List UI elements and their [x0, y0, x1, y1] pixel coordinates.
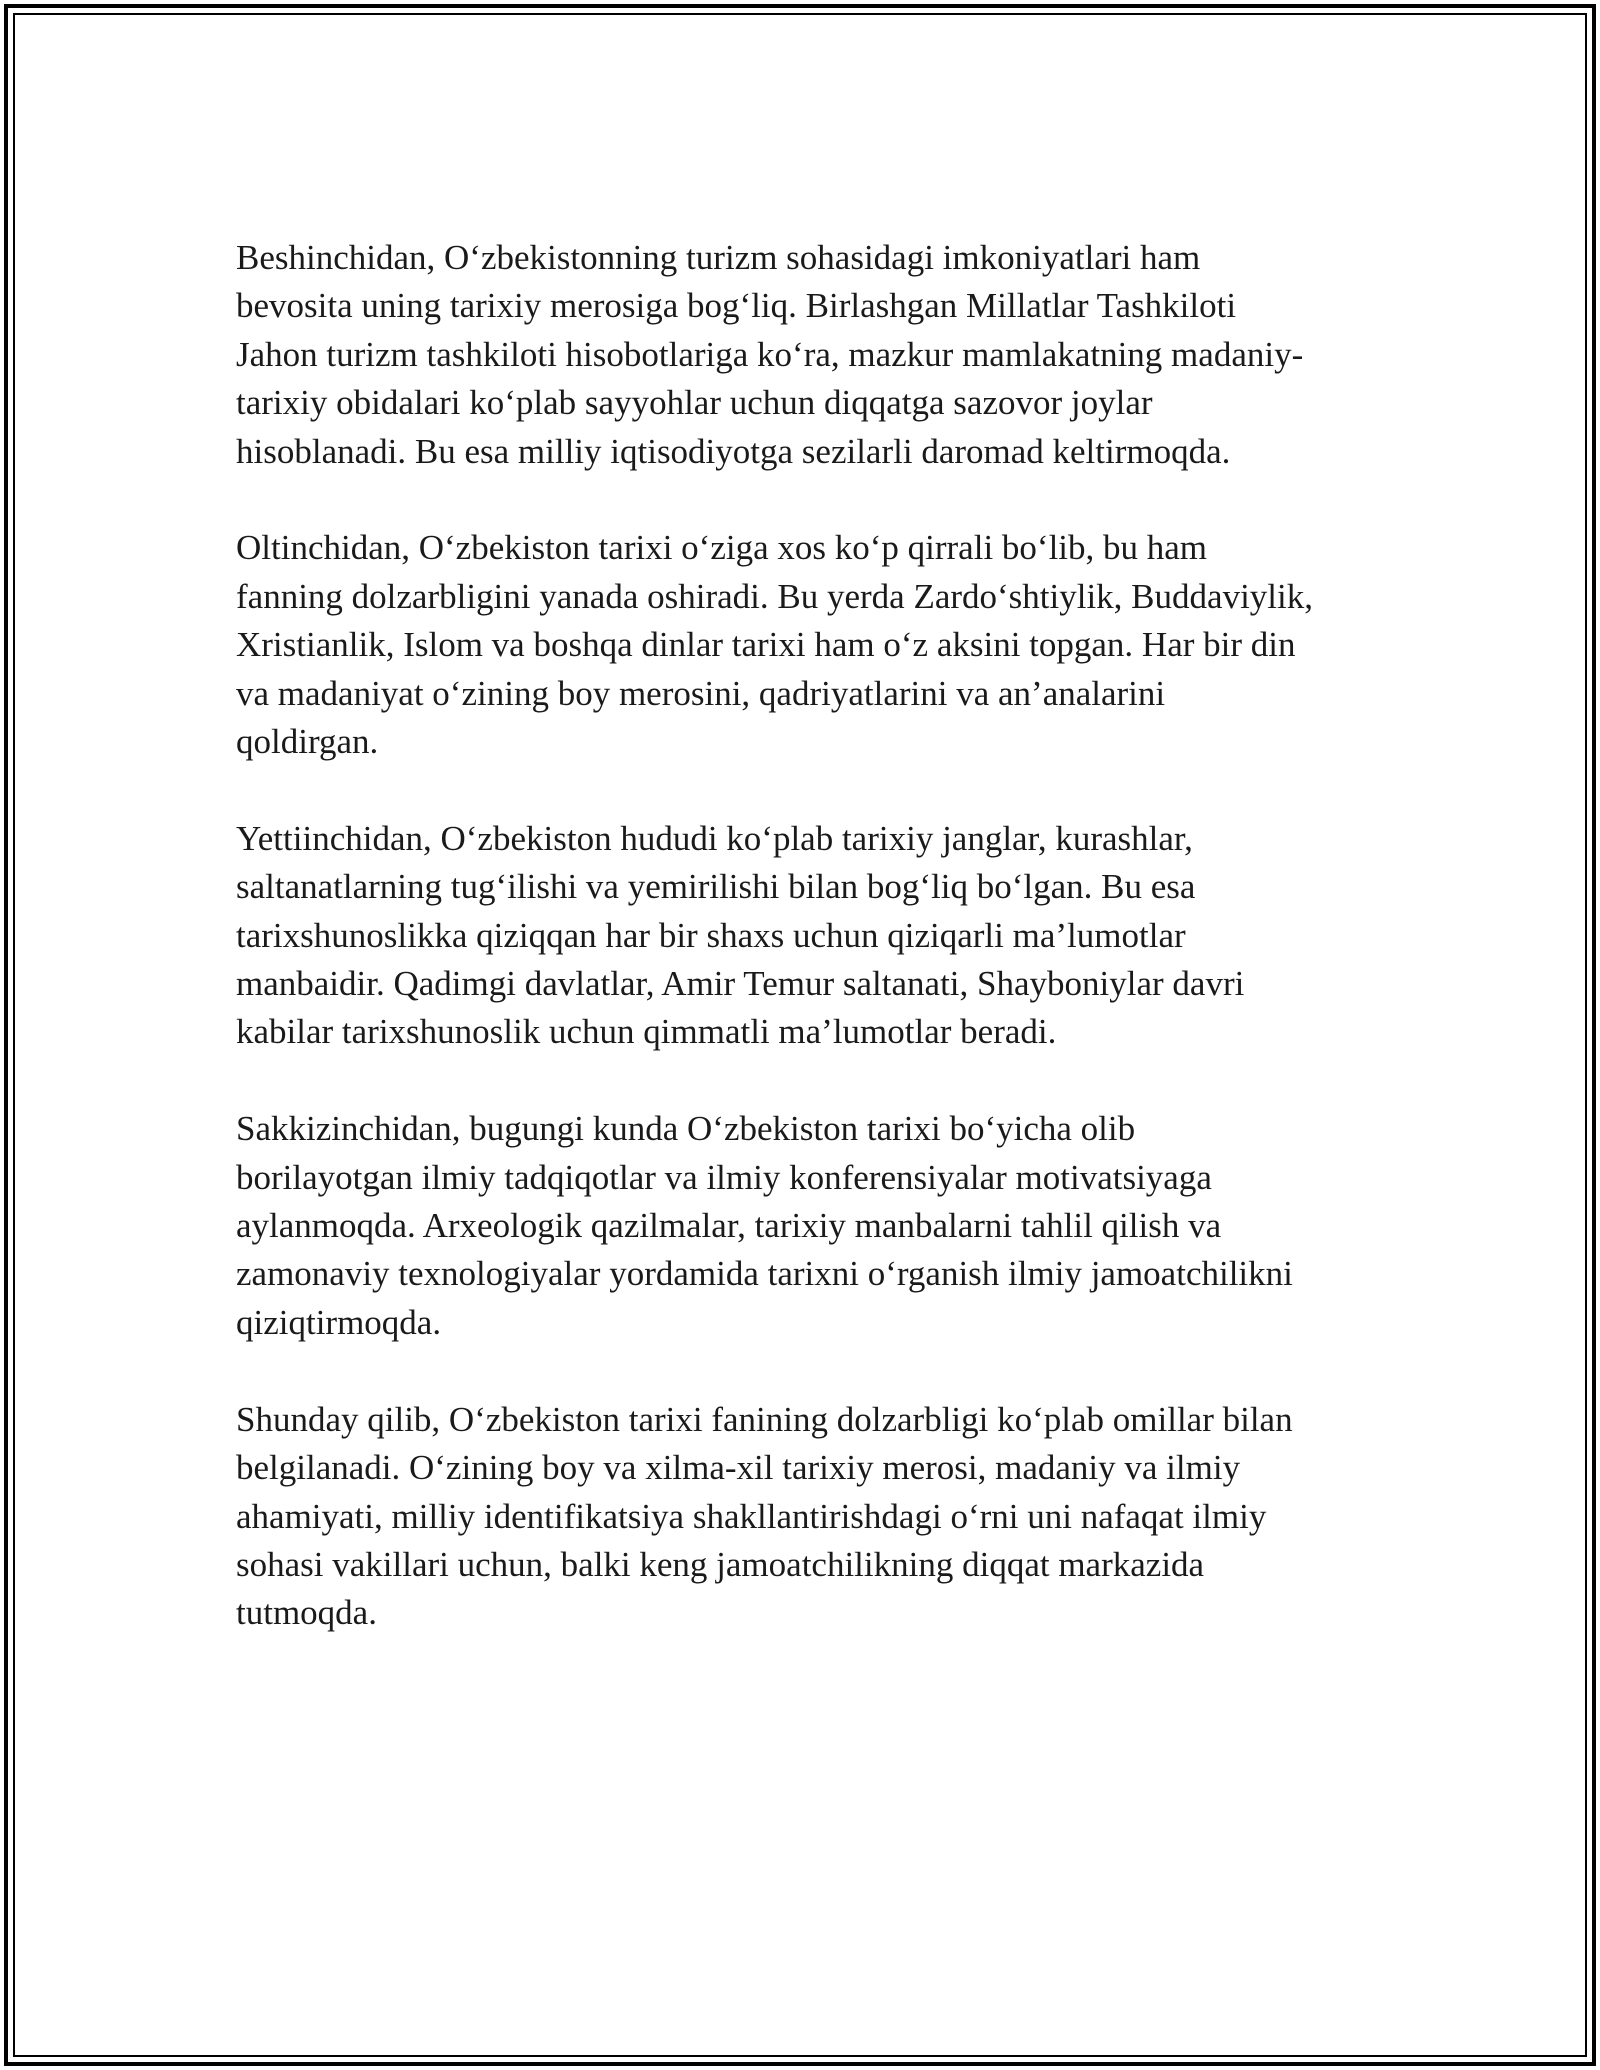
paragraph-beshinchidan: Beshinchidan, Oʻzbekistonning turizm sohasidagi imkoniyatlari ham bevosita uning tarixiy merosiga bogʻliq. Birlashgan Millatlar Tashkiloti Jahon turizm tashkiloti hisobotlariga koʻra, mazkur mamlakatning madaniy- tarixiy obidalari koʻplab sayyohlar uchun diqqatga sazovor joylar hisoblanadi. Bu esa milliy iqtisodiyotga sezilarli daromad keltirmoqda. [236, 238, 1304, 471]
paragraph-yettiinchidan: Yettiinchidan, Oʻzbekiston hududi koʻplab tarixiy janglar, kurashlar, saltanatlarning tugʻilishi va yemirilishi bilan bogʻliq boʻlgan. Bu esa tarixshunoslikka qiziqqan har bir shaxs uchun qiziqarli ma’lumotlar manbaidir. Qadimgi davlatlar, Amir Temur saltanati, Shayboniylar davri kabilar tarixshunoslik uchun qimmatli ma’lumotlar beradi. [236, 818, 1245, 1052]
paragraph-oltinchidan: Oltinchidan, Oʻzbekiston tarixi oʻziga xos koʻp qirrali boʻlib, bu ham fanning dolzarbligini yanada oshiradi. Bu yerda Zardoʻshtiylik, Buddaviylik, Xristianlik, Islom va boshqa dinlar tarixi ham oʻz aksini topgan. Har bir din va madaniyat oʻzining boy merosini, qadriyatlarini va an’analarini qoldirgan. [236, 528, 1313, 762]
document-body [236, 234, 1386, 1638]
paragraph-conclusion: Shunday qilib, Oʻzbekiston tarixi fanining dolzarbligi koʻplab omillar bilan belgilanadi. Oʻzining boy va xilma-xil tarixiy merosi, madaniy va ilmiy ahamiyati, milliy identifikatsiya shakllantirishdagi oʻrni uni nafaqat ilmiy sohasi vakillari uchun, balki keng jamoatchilikning diqqat markazida tutmoqda. [236, 1399, 1293, 1633]
paragraph-sakkizinchidan: Sakkizinchidan, bugungi kunda Oʻzbekiston tarixi boʻyicha olib borilayotgan ilmiy tadqiqotlar va ilmiy konferensiyalar motivatsiyaga aylanmoqda. Arxeologik qazilmalar, tarixiy manbalarni tahlil qilish va zamonaviy texnologiyalar yordamida tarixni oʻrganish ilmiy jamoatchilikni qiziqtirmoqda. [236, 1109, 1293, 1342]
